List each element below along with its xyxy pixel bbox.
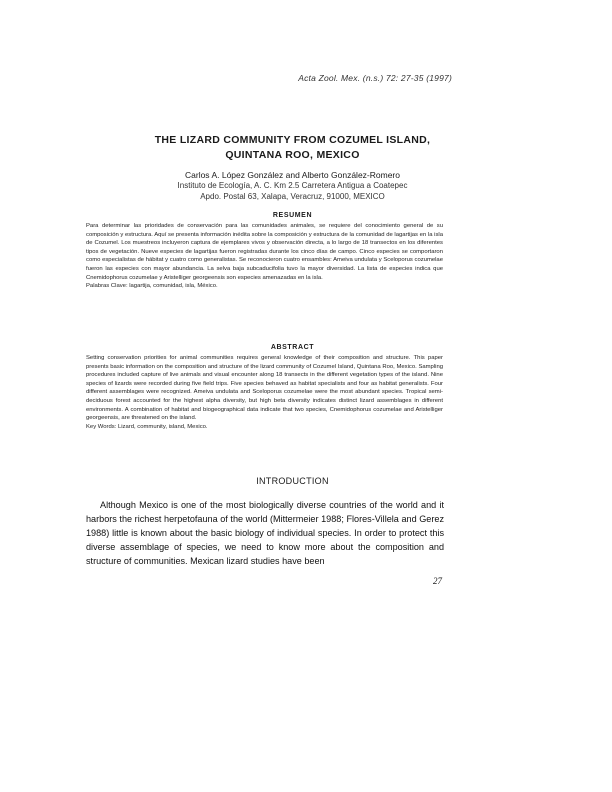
abstract-body (86, 354, 443, 431)
paper-title (100, 133, 485, 163)
abstract-text: Setting conservation priorities for animal communities requires general knowledge of their composition and structure. This paper presents basic information on the composition and structure of the lizard community of Cozumel Island, Quintana Roo, Mexico. Sampling procedures included capture of live animals and visual encounter along 18 transects in the different vegetation types of the island. Nine species of lizards were recorded during five field trips. Five species behaved as habitat specialists and four as habitat generalists. Four different assemblages were recognized. Ameiva undulata and Sceloporus cozumelae were the most abundant species. Tropical semi-deciduous forest accounted for the highest alpha diversity, but high beta diversity indicates distinct lizard assemblages in different environments. A combination of habitat and biogeographical data indicate that two species, Cnemidophorus cozumelae and Aristelliger georgeensis, are threatened on the island. (86, 355, 443, 422)
resumen-text: Para determinar las prioridades de conservación para las comunidades animales, se requiere del conocimiento general de su composición y estructura. Aquí se presenta información inédita sobre la composición y estructura de la comunidad de lagartijas en la isla de Cozumel. Los muestreos incluyeron captura de ejemplares vivos y observación directa, a lo largo de 18 transectos en los diferentes tipos de vegetación. Nueve especies de lagartijas fueron registradas durante los cinco días de campo. Cinco especies se comportaron como especialistas de hábitat y cuatro como generalistas. Se reconocieron cuatro ensambles: Ameiva undulata y Sceloporus cozumelae fueron las especies con mayor abundancia. La selva baja subcaducifolia tuvo la mayor diversidad. La lista de especies indica que Cnemidophorus cozumelae y Aristelliger georgeensis son especies amenazadas en la isla. (86, 223, 443, 281)
journal-citation: Acta Zool. Mex. (n.s.) 72: 27-35 (1997) (298, 73, 452, 83)
title-line-2: QUINTANA ROO, MEXICO (225, 149, 360, 161)
resumen-heading: RESUMEN (272, 212, 313, 219)
author-names: Carlos A. López González and Alberto González-Romero (185, 170, 400, 180)
introduction-body: Although Mexico is one of the most biologically diverse countries of the world and it harbors the richest herpetofauna of the world (Mittermeier 1988; Flores-Villela and Gerez 1988) little is known about the basic biology of individual species. In order to protect this diverse assemblage of species, we need to know more about the composition and structure of communities. Mexican lizard studies have been (86, 500, 444, 567)
keywords: Key Words: Lizard, community, island, Mexico. (86, 423, 208, 430)
introduction-heading: INTRODUCTION (256, 476, 329, 486)
abstract-heading: ABSTRACT (270, 344, 315, 351)
palabras-clave: Palabras Clave: lagartija, comunidad, isla, México. (86, 283, 218, 290)
resumen-body (86, 222, 443, 291)
title-line-1: THE LIZARD COMMUNITY FROM COZUMEL ISLAND, (154, 134, 431, 146)
affiliation-line-2: Apdo. Postal 63, Xalapa, Veracruz, 91000, MEXICO (200, 192, 385, 201)
affiliation-line-1: Instituto de Ecología, A. C. Km 2.5 Carretera Antigua a Coatepec (177, 181, 408, 190)
page-number: 27 (433, 576, 442, 586)
